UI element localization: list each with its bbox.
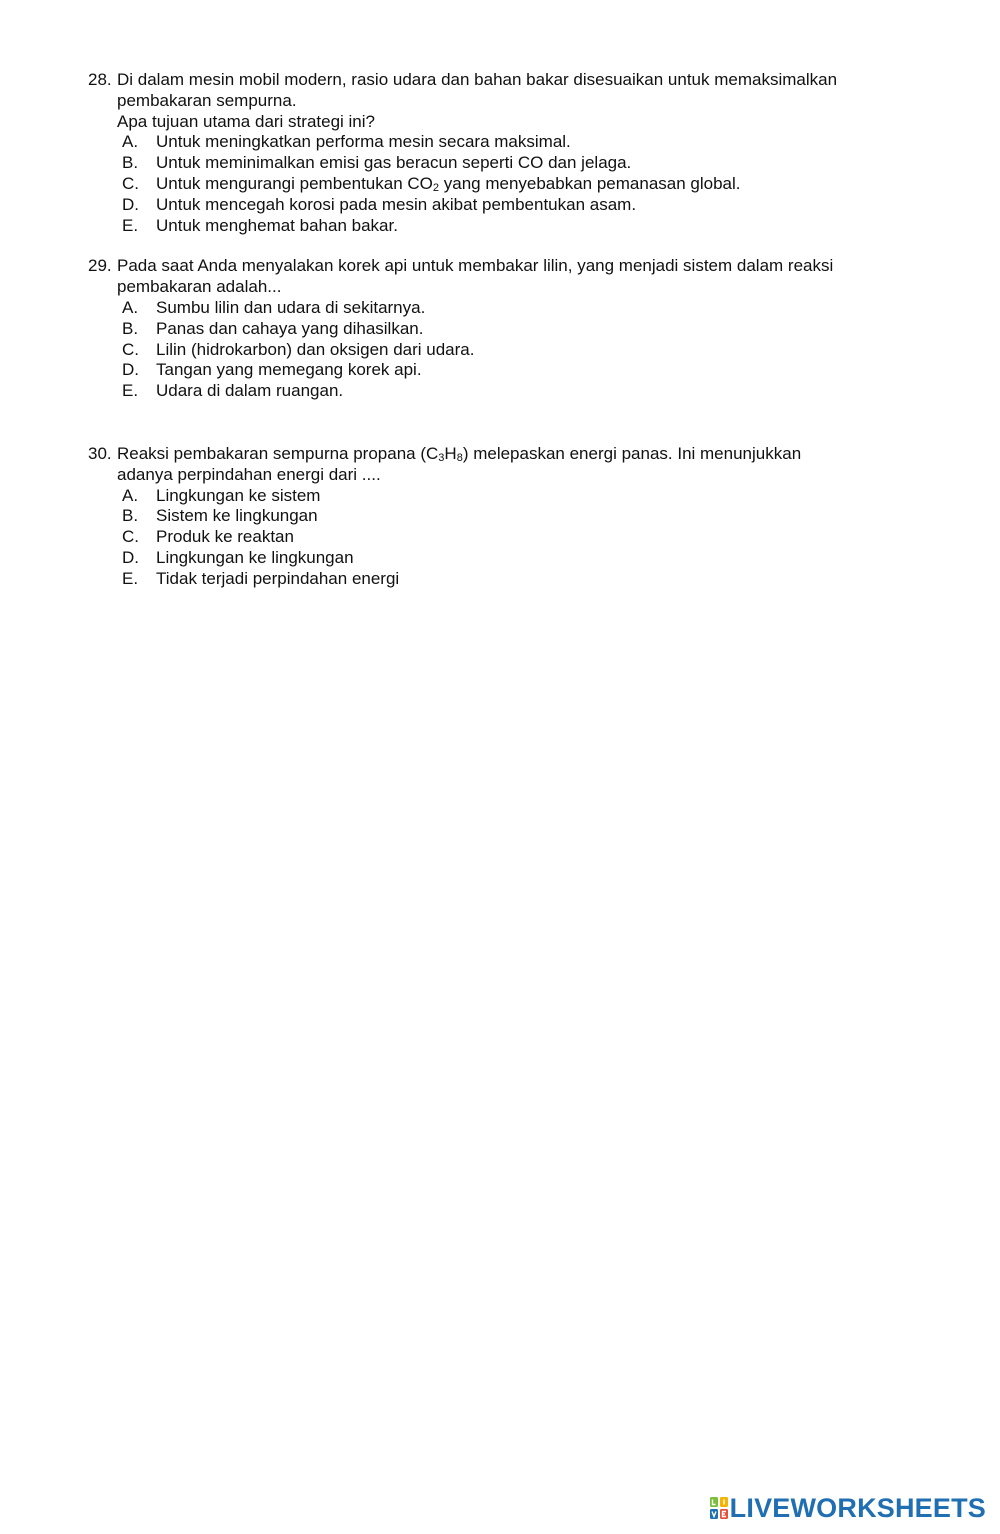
option-text: Lingkungan ke sistem [156,485,321,505]
option-text: Tangan yang memegang korek api. [156,360,422,380]
option-text: Tidak terjadi perpindahan energi [156,568,400,588]
option-letter: B. [122,506,139,526]
question-text-line: Di dalam mesin mobil modern, rasio udara dan bahan bakar disesuaikan untuk memaksimalkan [117,70,838,89]
option-list [117,132,928,236]
option-d[interactable] [122,195,928,216]
option-c[interactable] [122,527,928,548]
question-30 [88,444,928,590]
option-text: Sumbu lilin dan udara di sekitarnya. [156,297,426,317]
question-text-part: H [444,443,457,463]
option-letter: B. [122,153,139,173]
liveworksheets-logo[interactable] [710,1494,986,1522]
question-text-line: Pada saat Anda menyalakan korek api untuk membakar lilin, yang menjadi sistem dalam reaksi [117,256,834,276]
option-e[interactable] [122,569,928,590]
option-a[interactable] [122,486,928,507]
option-list [117,298,928,402]
worksheet [88,70,928,590]
option-text-part: yang menyebabkan pemanasan global. [439,173,741,193]
option-letter: D. [122,360,139,380]
option-a[interactable] [122,132,928,153]
option-text: Untuk meminimalkan emisi gas beracun seperti CO dan jelaga. [156,153,632,173]
option-e[interactable] [122,216,928,237]
option-d[interactable] [122,360,928,381]
option-text: Untuk meningkatkan performa mesin secara maksimal. [156,132,571,152]
subscript: 2 [432,181,440,194]
option-text: Lingkungan ke lingkungan [156,547,354,567]
question-text-part: Reaksi pembakaran sempurna propana (C [117,443,439,463]
option-text: Lilin (hidrokarbon) dan oksigen dari udara. [156,339,475,359]
question-text-line: pembakaran adalah... [117,277,282,297]
option-list [117,486,928,590]
option-a[interactable] [122,298,928,319]
option-e[interactable] [122,381,928,402]
option-letter: E. [122,215,139,235]
option-letter: E. [122,381,139,401]
option-text: Untuk mencegah korosi pada mesin akibat pembentukan asam. [156,194,637,214]
option-letter: E. [122,568,139,588]
option-letter: A. [122,485,139,505]
liveworksheets-logo-icon [710,1497,728,1519]
option-b[interactable] [122,319,928,340]
question-text-line: adanya perpindahan energi dari .... [117,464,381,484]
option-text: Panas dan cahaya yang dihasilkan. [156,318,424,338]
subscript: 3 [438,451,445,464]
question-number: 29. [88,256,112,276]
option-d[interactable] [122,548,928,569]
option-letter: D. [122,194,139,214]
option-text: Untuk menghemat bahan bakar. [156,215,398,235]
question-text-line: Apa tujuan utama dari strategi ini? [117,111,375,131]
option-letter: C. [122,173,139,193]
question-28 [88,70,928,236]
option-text-part: Untuk mengurangi pembentukan CO [156,173,433,193]
option-b[interactable] [122,506,928,527]
option-text [156,174,741,193]
option-text: Udara di dalam ruangan. [156,381,344,401]
option-letter: B. [122,318,139,338]
option-letter: C. [122,527,139,547]
question-text-part: ) melepaskan energi panas. Ini menunjukkan [462,443,802,463]
option-c[interactable] [122,174,928,195]
subscript: 8 [456,451,463,464]
option-letter: D. [122,547,139,567]
question-number: 28. [88,70,112,89]
question-29 [88,256,928,402]
logo-text: LIVEWORKSHEETS [729,1493,986,1523]
question-number: 30. [88,443,112,463]
option-text: Produk ke reaktan [156,527,294,547]
option-letter: C. [122,339,139,359]
question-text-line: pembakaran sempurna. [117,90,297,110]
option-b[interactable] [122,153,928,174]
option-c[interactable] [122,340,928,361]
question-text-line [117,444,928,465]
option-letter: A. [122,297,139,317]
option-text: Sistem ke lingkungan [156,506,318,526]
option-letter: A. [122,132,139,152]
